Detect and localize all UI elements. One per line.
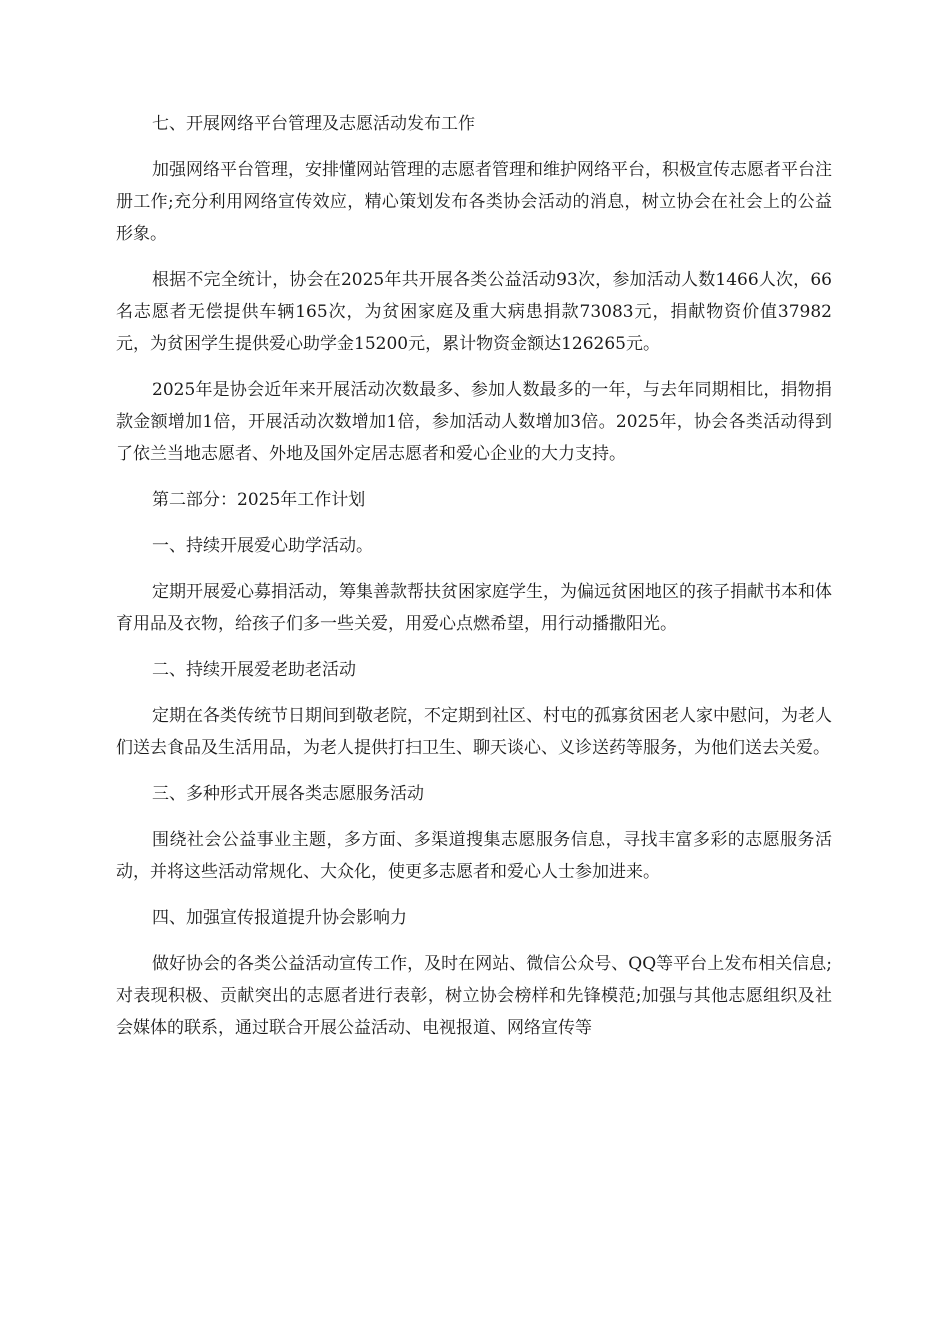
section-heading-network-platform: 七、开展网络平台管理及志愿活动发布工作: [152, 114, 475, 134]
section-heading-elderly-care: 二、持续开展爱老助老活动: [152, 660, 356, 680]
paragraph-elderly-care: 定期在各类传统节日期间到敬老院，不定期到社区、村屯的孤寡贫困老人家中慰问，为老人们送去食品及生活用品，为老人提供打扫卫生、聊天谈心、义诊送药等服务，为他们送去关爱。: [116, 706, 832, 758]
paragraph-publicity: 做好协会的各类公益活动宣传工作，及时在网站、微信公众号、QQ等平台上发布相关信息;对表现积极、贡献突出的志愿者进行表彰，树立协会榜样和先锋模范;加强与其他志愿组织及社会媒体的联系，通过联合开展公益活动、电视报道、网络宣传等: [116, 954, 832, 1038]
document-page: [116, 108, 832, 1058]
paragraph-year-summary: 2025年是协会近年来开展活动次数最多、参加人数最多的一年，与去年同期相比，捐物捐款金额增加1倍，开展活动次数增加1倍，参加活动人数增加3倍。2025年，协会各类活动得到了依兰当地志愿者、外地及国外定居志愿者和爱心企业的大力支持。: [116, 380, 832, 464]
part-heading-work-plan: 第二部分：2025年工作计划: [152, 490, 366, 510]
section-heading-publicity: 四、加强宣传报道提升协会影响力: [152, 908, 407, 928]
paragraph-statistics: 根据不完全统计，协会在2025年共开展各类公益活动93次，参加活动人数1466人次，66名志愿者无偿提供车辆165次，为贫困家庭及重大病患捐款73083元，捐献物资价值37982元，为贫困学生提供爱心助学金15200元，累计物资金额达126265元。: [116, 270, 832, 354]
paragraph-network-platform: 加强网络平台管理，安排懂网站管理的志愿者管理和维护网络平台，积极宣传志愿者平台注册工作;充分利用网络宣传效应，精心策划发布各类协会活动的消息，树立协会在社会上的公益形象。: [116, 160, 832, 244]
paragraph-volunteer-services: 围绕社会公益事业主题，多方面、多渠道搜集志愿服务信息，寻找丰富多彩的志愿服务活动，并将这些活动常规化、大众化，使更多志愿者和爱心人士参加进来。: [116, 830, 832, 882]
section-heading-student-aid: 一、持续开展爱心助学活动。: [152, 536, 373, 556]
paragraph-student-aid: 定期开展爱心募捐活动，筹集善款帮扶贫困家庭学生，为偏远贫困地区的孩子捐献书本和体育用品及衣物，给孩子们多一些关爱，用爱心点燃希望，用行动播撒阳光。: [116, 582, 832, 634]
section-heading-volunteer-services: 三、多种形式开展各类志愿服务活动: [152, 784, 424, 804]
